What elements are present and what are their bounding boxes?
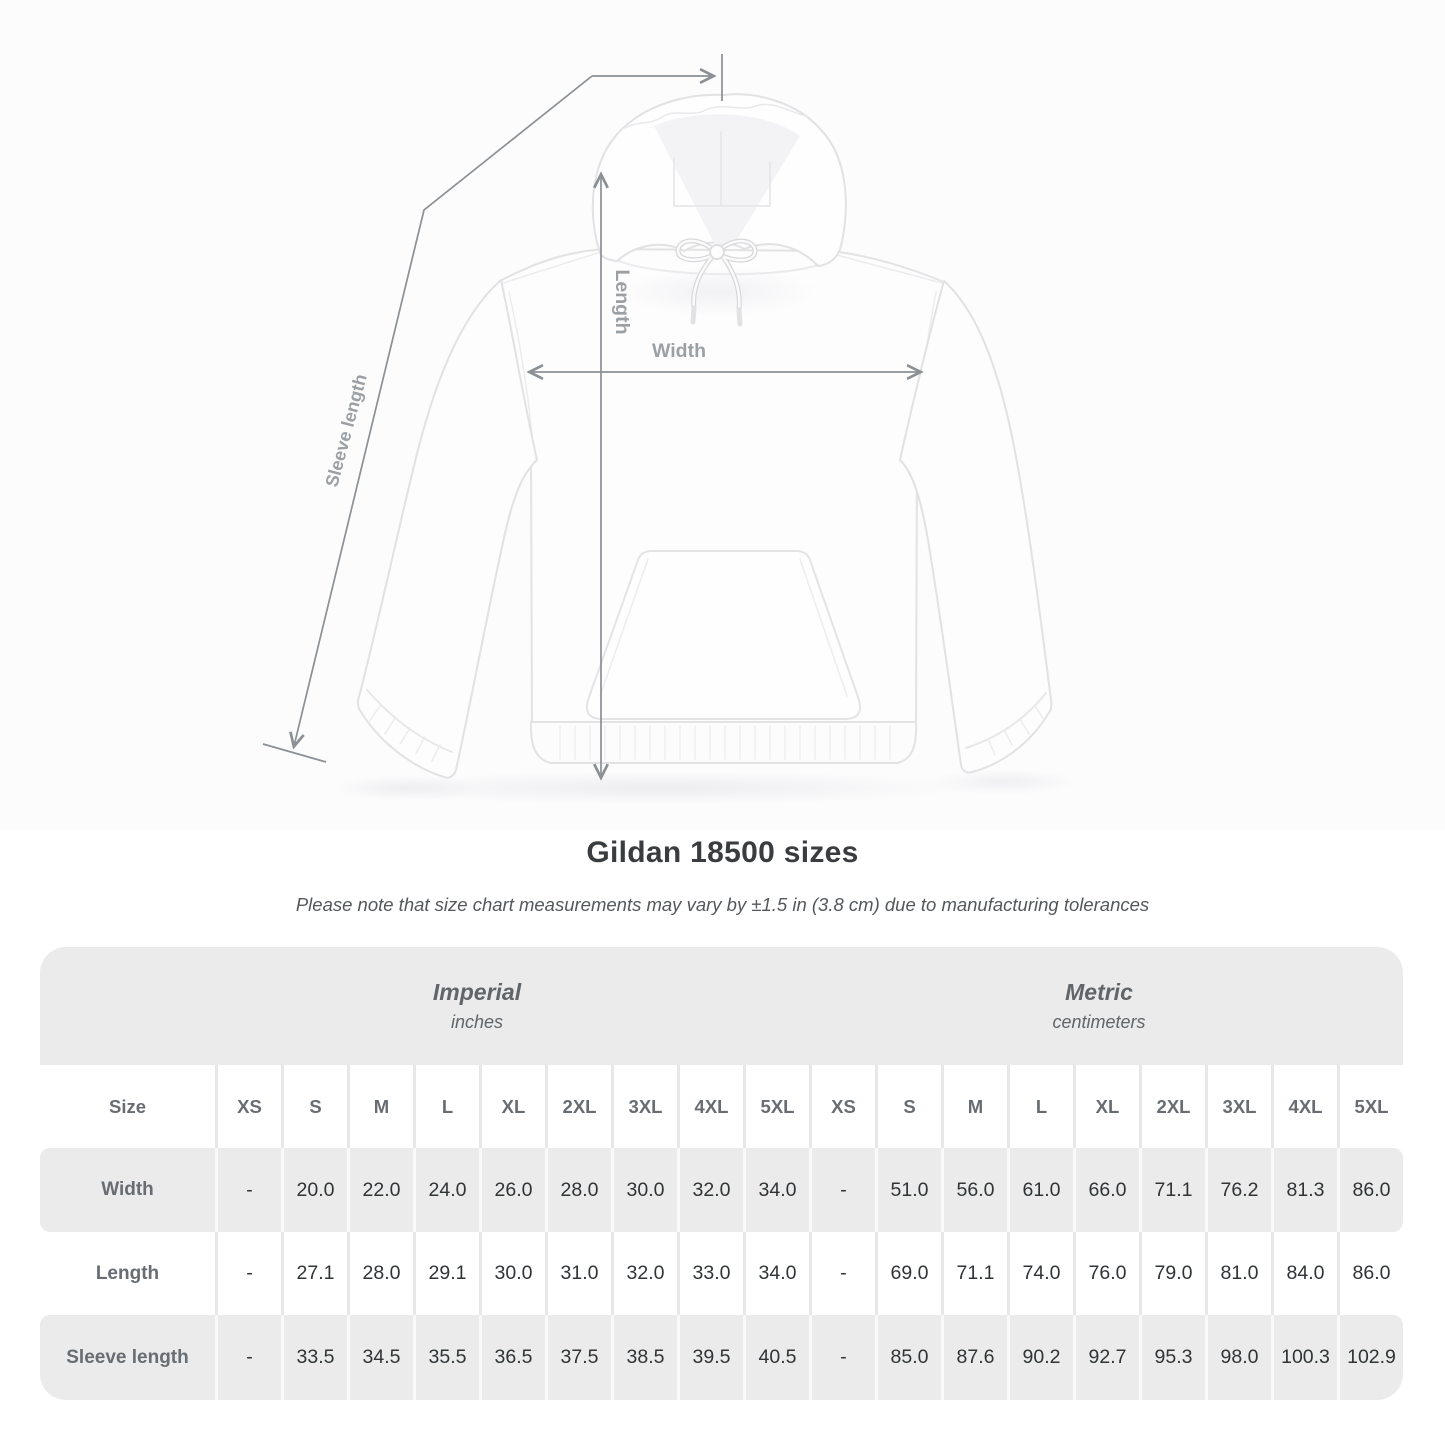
metric-value-cell: 71.1 [941, 1232, 1007, 1315]
imperial-group-unit: inches [450, 1012, 504, 1032]
imperial-size-header-4xl: 4XL [677, 1065, 743, 1148]
imperial-size-header-2xl: 2XL [545, 1065, 611, 1148]
imperial-value-cell: 22.0 [347, 1148, 413, 1232]
metric-size-header-s: S [875, 1065, 941, 1148]
imperial-size-header-5xl: 5XL [743, 1065, 809, 1148]
imperial-size-header-s: S [281, 1065, 347, 1148]
imperial-value-cell: 32.0 [611, 1232, 677, 1315]
imperial-value-cell: 34.0 [743, 1148, 809, 1232]
row-label: Width [40, 1148, 215, 1232]
size-column-header: Size [40, 1065, 215, 1148]
imperial-value-cell: 24.0 [413, 1148, 479, 1232]
imperial-value-cell: 30.0 [611, 1148, 677, 1232]
metric-value-cell: - [809, 1232, 875, 1315]
length-label: Length [611, 269, 633, 335]
metric-size-header-2xl: 2XL [1139, 1065, 1205, 1148]
metric-value-cell: 98.0 [1205, 1315, 1271, 1400]
row-label: Length [40, 1232, 215, 1315]
imperial-size-header-xs: XS [215, 1065, 281, 1148]
imperial-value-cell: 36.5 [479, 1315, 545, 1400]
metric-value-cell: 86.0 [1337, 1148, 1403, 1232]
imperial-value-cell: 33.0 [677, 1232, 743, 1315]
imperial-size-header-xl: XL [479, 1065, 545, 1148]
imperial-value-cell: 39.5 [677, 1315, 743, 1400]
metric-group-name: Metric [1065, 979, 1133, 1005]
sleeve-end-tick [263, 744, 326, 762]
metric-value-cell: 66.0 [1073, 1148, 1139, 1232]
imperial-value-cell: 20.0 [281, 1148, 347, 1232]
imperial-value-cell: 37.5 [545, 1315, 611, 1400]
imperial-value-cell: 28.0 [545, 1148, 611, 1232]
metric-size-header-m: M [941, 1065, 1007, 1148]
imperial-value-cell: 30.0 [479, 1232, 545, 1315]
metric-size-header-xs: XS [809, 1065, 875, 1148]
metric-group-header [802, 947, 1396, 1065]
size-table [40, 947, 1403, 1400]
metric-value-cell: 61.0 [1007, 1148, 1073, 1232]
imperial-value-cell: 35.5 [413, 1315, 479, 1400]
hoodie-hem-band [531, 722, 916, 763]
imperial-value-cell: 29.1 [413, 1232, 479, 1315]
row-label: Sleeve length [40, 1315, 215, 1400]
metric-size-header-4xl: 4XL [1271, 1065, 1337, 1148]
imperial-value-cell: 32.0 [677, 1148, 743, 1232]
imperial-group-header [180, 947, 774, 1065]
metric-size-header-l: L [1007, 1065, 1073, 1148]
imperial-value-cell: 38.5 [611, 1315, 677, 1400]
metric-value-cell: 100.3 [1271, 1315, 1337, 1400]
metric-value-cell: 81.0 [1205, 1232, 1271, 1315]
imperial-size-header-m: M [347, 1065, 413, 1148]
metric-value-cell: 76.2 [1205, 1148, 1271, 1232]
imperial-value-cell: 34.0 [743, 1232, 809, 1315]
metric-value-cell: 90.2 [1007, 1315, 1073, 1400]
imperial-value-cell: 40.5 [743, 1315, 809, 1400]
imperial-group-name: Imperial [432, 979, 522, 1005]
imperial-value-cell: - [215, 1232, 281, 1315]
tolerance-note: Please note that size chart measurements may vary by ±1.5 in (3.8 cm) due to manufacturing tolerances [295, 894, 1150, 915]
size-grid [40, 1065, 1403, 1400]
imperial-value-cell: 34.5 [347, 1315, 413, 1400]
metric-size-header-3xl: 3XL [1205, 1065, 1271, 1148]
metric-value-cell: 81.3 [1271, 1148, 1337, 1232]
metric-value-cell: 85.0 [875, 1315, 941, 1400]
metric-size-header-xl: XL [1073, 1065, 1139, 1148]
metric-value-cell: 51.0 [875, 1148, 941, 1232]
imperial-value-cell: - [215, 1148, 281, 1232]
imperial-value-cell: - [215, 1315, 281, 1400]
imperial-value-cell: 33.5 [281, 1315, 347, 1400]
imperial-value-cell: 31.0 [545, 1232, 611, 1315]
metric-value-cell: - [809, 1315, 875, 1400]
imperial-value-cell: 26.0 [479, 1148, 545, 1232]
metric-value-cell: 92.7 [1073, 1315, 1139, 1400]
metric-value-cell: 95.3 [1139, 1315, 1205, 1400]
hood-shadow [618, 268, 818, 316]
metric-value-cell: - [809, 1148, 875, 1232]
metric-value-cell: 56.0 [941, 1148, 1007, 1232]
imperial-value-cell: 28.0 [347, 1232, 413, 1315]
metric-value-cell: 84.0 [1271, 1232, 1337, 1315]
metric-value-cell: 87.6 [941, 1315, 1007, 1400]
metric-group-unit: centimeters [1052, 1012, 1146, 1032]
unit-group-band [40, 947, 1403, 1065]
imperial-size-header-l: L [413, 1065, 479, 1148]
left-sleeve [358, 280, 537, 778]
metric-value-cell: 86.0 [1337, 1232, 1403, 1315]
imperial-value-cell: 27.1 [281, 1232, 347, 1315]
imperial-size-header-3xl: 3XL [611, 1065, 677, 1148]
metric-value-cell: 74.0 [1007, 1232, 1073, 1315]
metric-value-cell: 79.0 [1139, 1232, 1205, 1315]
metric-size-header-5xl: 5XL [1337, 1065, 1403, 1148]
page-title: Gildan 18500 sizes [586, 836, 859, 869]
metric-value-cell: 102.9 [1337, 1315, 1403, 1400]
metric-value-cell: 71.1 [1139, 1148, 1205, 1232]
sleeve-length-label: Sleeve length [321, 371, 371, 490]
metric-value-cell: 76.0 [1073, 1232, 1139, 1315]
width-label: Width [652, 340, 706, 362]
metric-value-cell: 69.0 [875, 1232, 941, 1315]
